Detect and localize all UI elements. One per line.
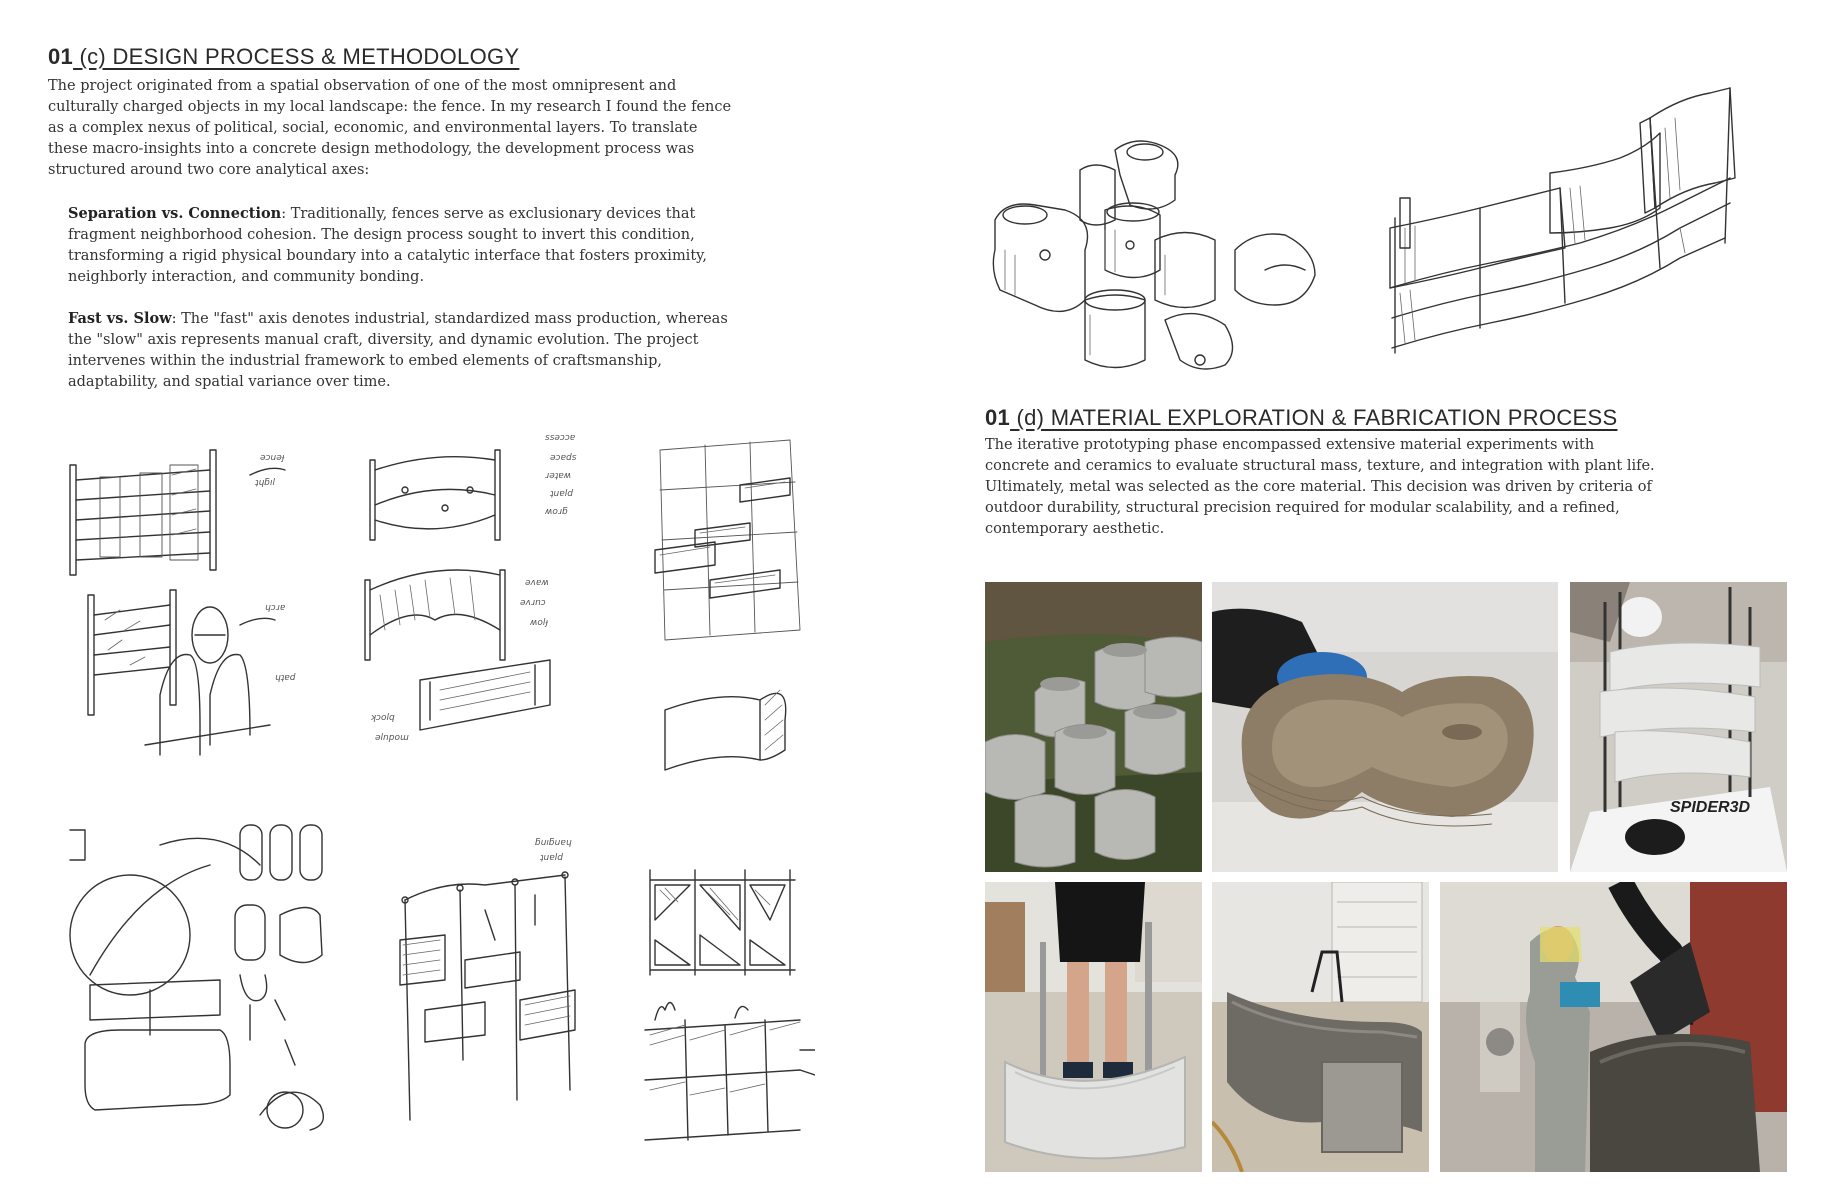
svg-text:ɹǝʇɐʍ: ɹǝʇɐʍ: [545, 471, 572, 481]
sketch-hanging-planters: [385, 830, 615, 1150]
heading-title: (c) DESIGN PROCESS & METHODOLOGY: [73, 44, 520, 69]
heading-number: 01: [985, 405, 1011, 430]
sketch-ceramic-modules: [985, 130, 1340, 370]
svg-text:ʞɔolq: ʞɔolq: [370, 713, 395, 723]
heading-title: (d) MATERIAL EXPLORATION & FABRICATION PROCESS: [1010, 405, 1618, 430]
heading-number: 01: [48, 44, 74, 69]
photo-concrete-modules-on-grass: [985, 582, 1202, 872]
sketch-fence-slats: [60, 425, 335, 770]
svg-text:ʍolɟ: ʍolɟ: [530, 618, 549, 628]
axis-fast-slow: [68, 308, 733, 393]
photo-welding-steel-module: [1440, 882, 1787, 1172]
svg-text:ǝɔuǝɟ: ǝɔuǝɟ: [260, 453, 285, 463]
design-process-heading: [48, 44, 519, 70]
svg-text:ʇɥƃıl: ʇɥƃıl: [255, 478, 275, 488]
axis-text: : The "fast" axis denotes industrial, standardized mass production, whereas the "slow" axis represents manual craft, diversity, and dynamic evolution. The project intervenes within the industrial framework to embed elements of craftsmanship, adaptability, and spatial variance over time.: [68, 311, 728, 390]
photo-white-prototype-printer: [1570, 582, 1787, 872]
design-process-intro: The project originated from a spatial observation of one of the most omnipresent and culturally charged objects in my local landscape: the fence. In my research I found the fence as a complex nexus of political, social, economic, and environmental layers. To translate these macro-insights into a concrete design methodology, the development process was structured around two core analytical axes:: [48, 78, 732, 178]
svg-text:ǝɔɐds: ǝɔɐds: [550, 453, 577, 463]
svg-text:ǝʌɐʍ: ǝʌɐʍ: [525, 578, 549, 588]
sketch-triangular-panels: [630, 860, 815, 1150]
sketch-curved-fences: [350, 420, 625, 760]
svg-text:ǝʌɹnɔ: ǝʌɹnɔ: [520, 598, 546, 608]
svg-text:ǝlnpoɯ: ǝlnpoɯ: [375, 733, 409, 743]
photo-ceramic-kidney-print: [1212, 582, 1558, 872]
axis-separation-connection: [68, 203, 733, 288]
svg-text:ʍoɹƃ: ʍoɹƃ: [545, 507, 568, 517]
photo-steel-curved-plates: [1212, 882, 1429, 1172]
svg-text:ɥʇɐd: ɥʇɐd: [275, 673, 296, 683]
sketch-loops-and-rings: [60, 805, 335, 1150]
svg-text:ʇuɐld: ʇuɐld: [540, 853, 563, 863]
photo-person-standing-in-steel: [985, 882, 1202, 1172]
material-exploration-text: The iterative prototyping phase encompassed extensive material experiments with concrete and ceramics to evaluate structural mass, texture, and integration with plant life. Ultimately, metal was selected as the core material. This decision was driven by criteria of outdoor durability, structural precision required for modular scalability, and a refined, contemporary aesthetic.: [985, 437, 1655, 537]
svg-text:ƃuıƃuɐɥ: ƃuıƃuɐɥ: [535, 838, 572, 848]
svg-text:ssǝɔɔɐ: ssǝɔɔɐ: [545, 433, 576, 443]
sketch-shelf-modules: [640, 430, 815, 810]
printer-brand-label: SPIDER3D: [1670, 799, 1751, 816]
axis-label: Fast vs. Slow: [68, 310, 172, 327]
sketch-stacked-wave-shelves: [1380, 78, 1750, 358]
svg-text:ʇuɐld: ʇuɐld: [550, 489, 573, 499]
axis-text: : Traditionally, fences serve as exclusionary devices that fragment neighborhood cohesion. The design process sought to invert this condition, transforming a rigid physical boundary into a catalytic interface that fosters proximity, neighborly interaction, and community bonding.: [68, 206, 708, 285]
material-exploration-heading: [985, 405, 1617, 431]
svg-text:ɥɔɹɐ: ɥɔɹɐ: [265, 603, 286, 613]
axis-label: Separation vs. Connection: [68, 205, 282, 222]
